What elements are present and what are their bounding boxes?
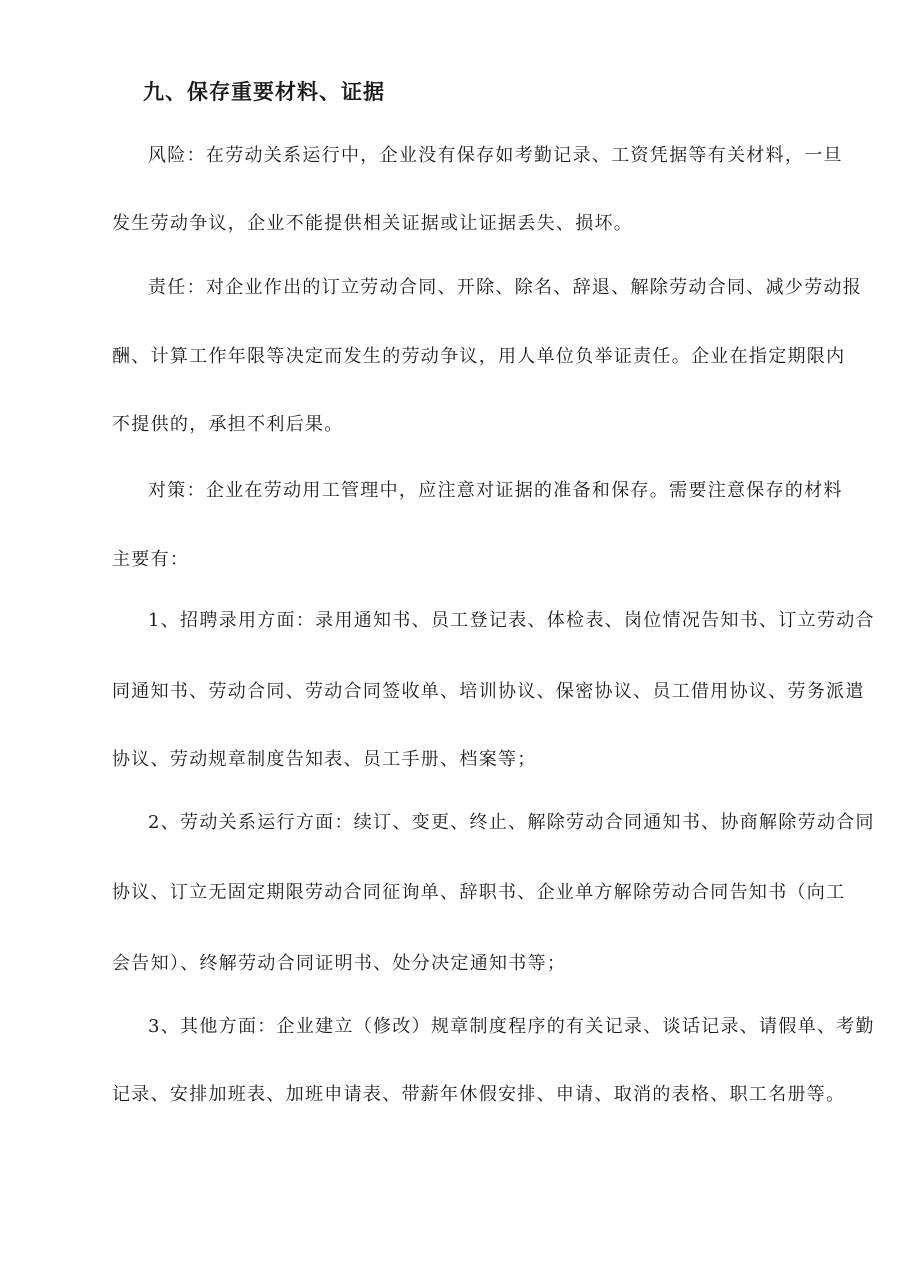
item1-line-1: 1、招聘录用方面：录用通知书、员工登记表、体检表、岗位情况告知书、订立劳动合 (148, 610, 875, 631)
countermeasure-line-1: 对策：企业在劳动用工管理中，应注意对证据的准备和保存。需要注意保存的材料 (148, 480, 843, 501)
item1-line-3: 协议、劳动规章制度告知表、员工手册、档案等； (112, 749, 537, 770)
countermeasure-line-2: 主要有： (112, 549, 190, 570)
responsibility-line-1: 责任：对企业作出的订立劳动合同、开除、除名、辞退、解除劳动合同、减少劳动报 (148, 277, 863, 298)
item2-line-3: 会告知）、终解劳动合同证明书、处分决定通知书等； (112, 953, 567, 974)
responsibility-line-2: 酬、计算工作年限等决定而发生的劳动争议，用人单位负举证责任。企业在指定期限内 (112, 346, 846, 367)
responsibility-line-3: 不提供的，承担不利后果。 (112, 414, 344, 435)
risk-line-1: 风险：在劳动关系运行中，企业没有保存如考勤记录、工资凭据等有关材料，一旦 (148, 145, 843, 166)
item1-line-2: 同通知书、劳动合同、劳动合同签收单、培训协议、保密协议、员工借用协议、劳务派遣 (112, 681, 865, 702)
risk-line-2: 发生劳动争议，企业不能提供相关证据或让证据丢失、损坏。 (112, 213, 634, 234)
item2-line-1: 2、劳动关系运行方面：续订、变更、终止、解除劳动合同通知书、协商解除劳动合同 (148, 812, 875, 833)
section-heading: 九、保存重要材料、证据 (143, 79, 385, 104)
item2-line-2: 协议、订立无固定期限劳动合同征询单、辞职书、企业单方解除劳动合同告知书（向工 (112, 882, 846, 903)
item3-line-2: 记录、安排加班表、加班申请表、带薪年休假安排、申请、取消的表格、职工名册等。 (112, 1084, 846, 1105)
item3-line-1: 3、其他方面：企业建立（修改）规章制度程序的有关记录、谈话记录、请假单、考勤 (148, 1016, 875, 1037)
